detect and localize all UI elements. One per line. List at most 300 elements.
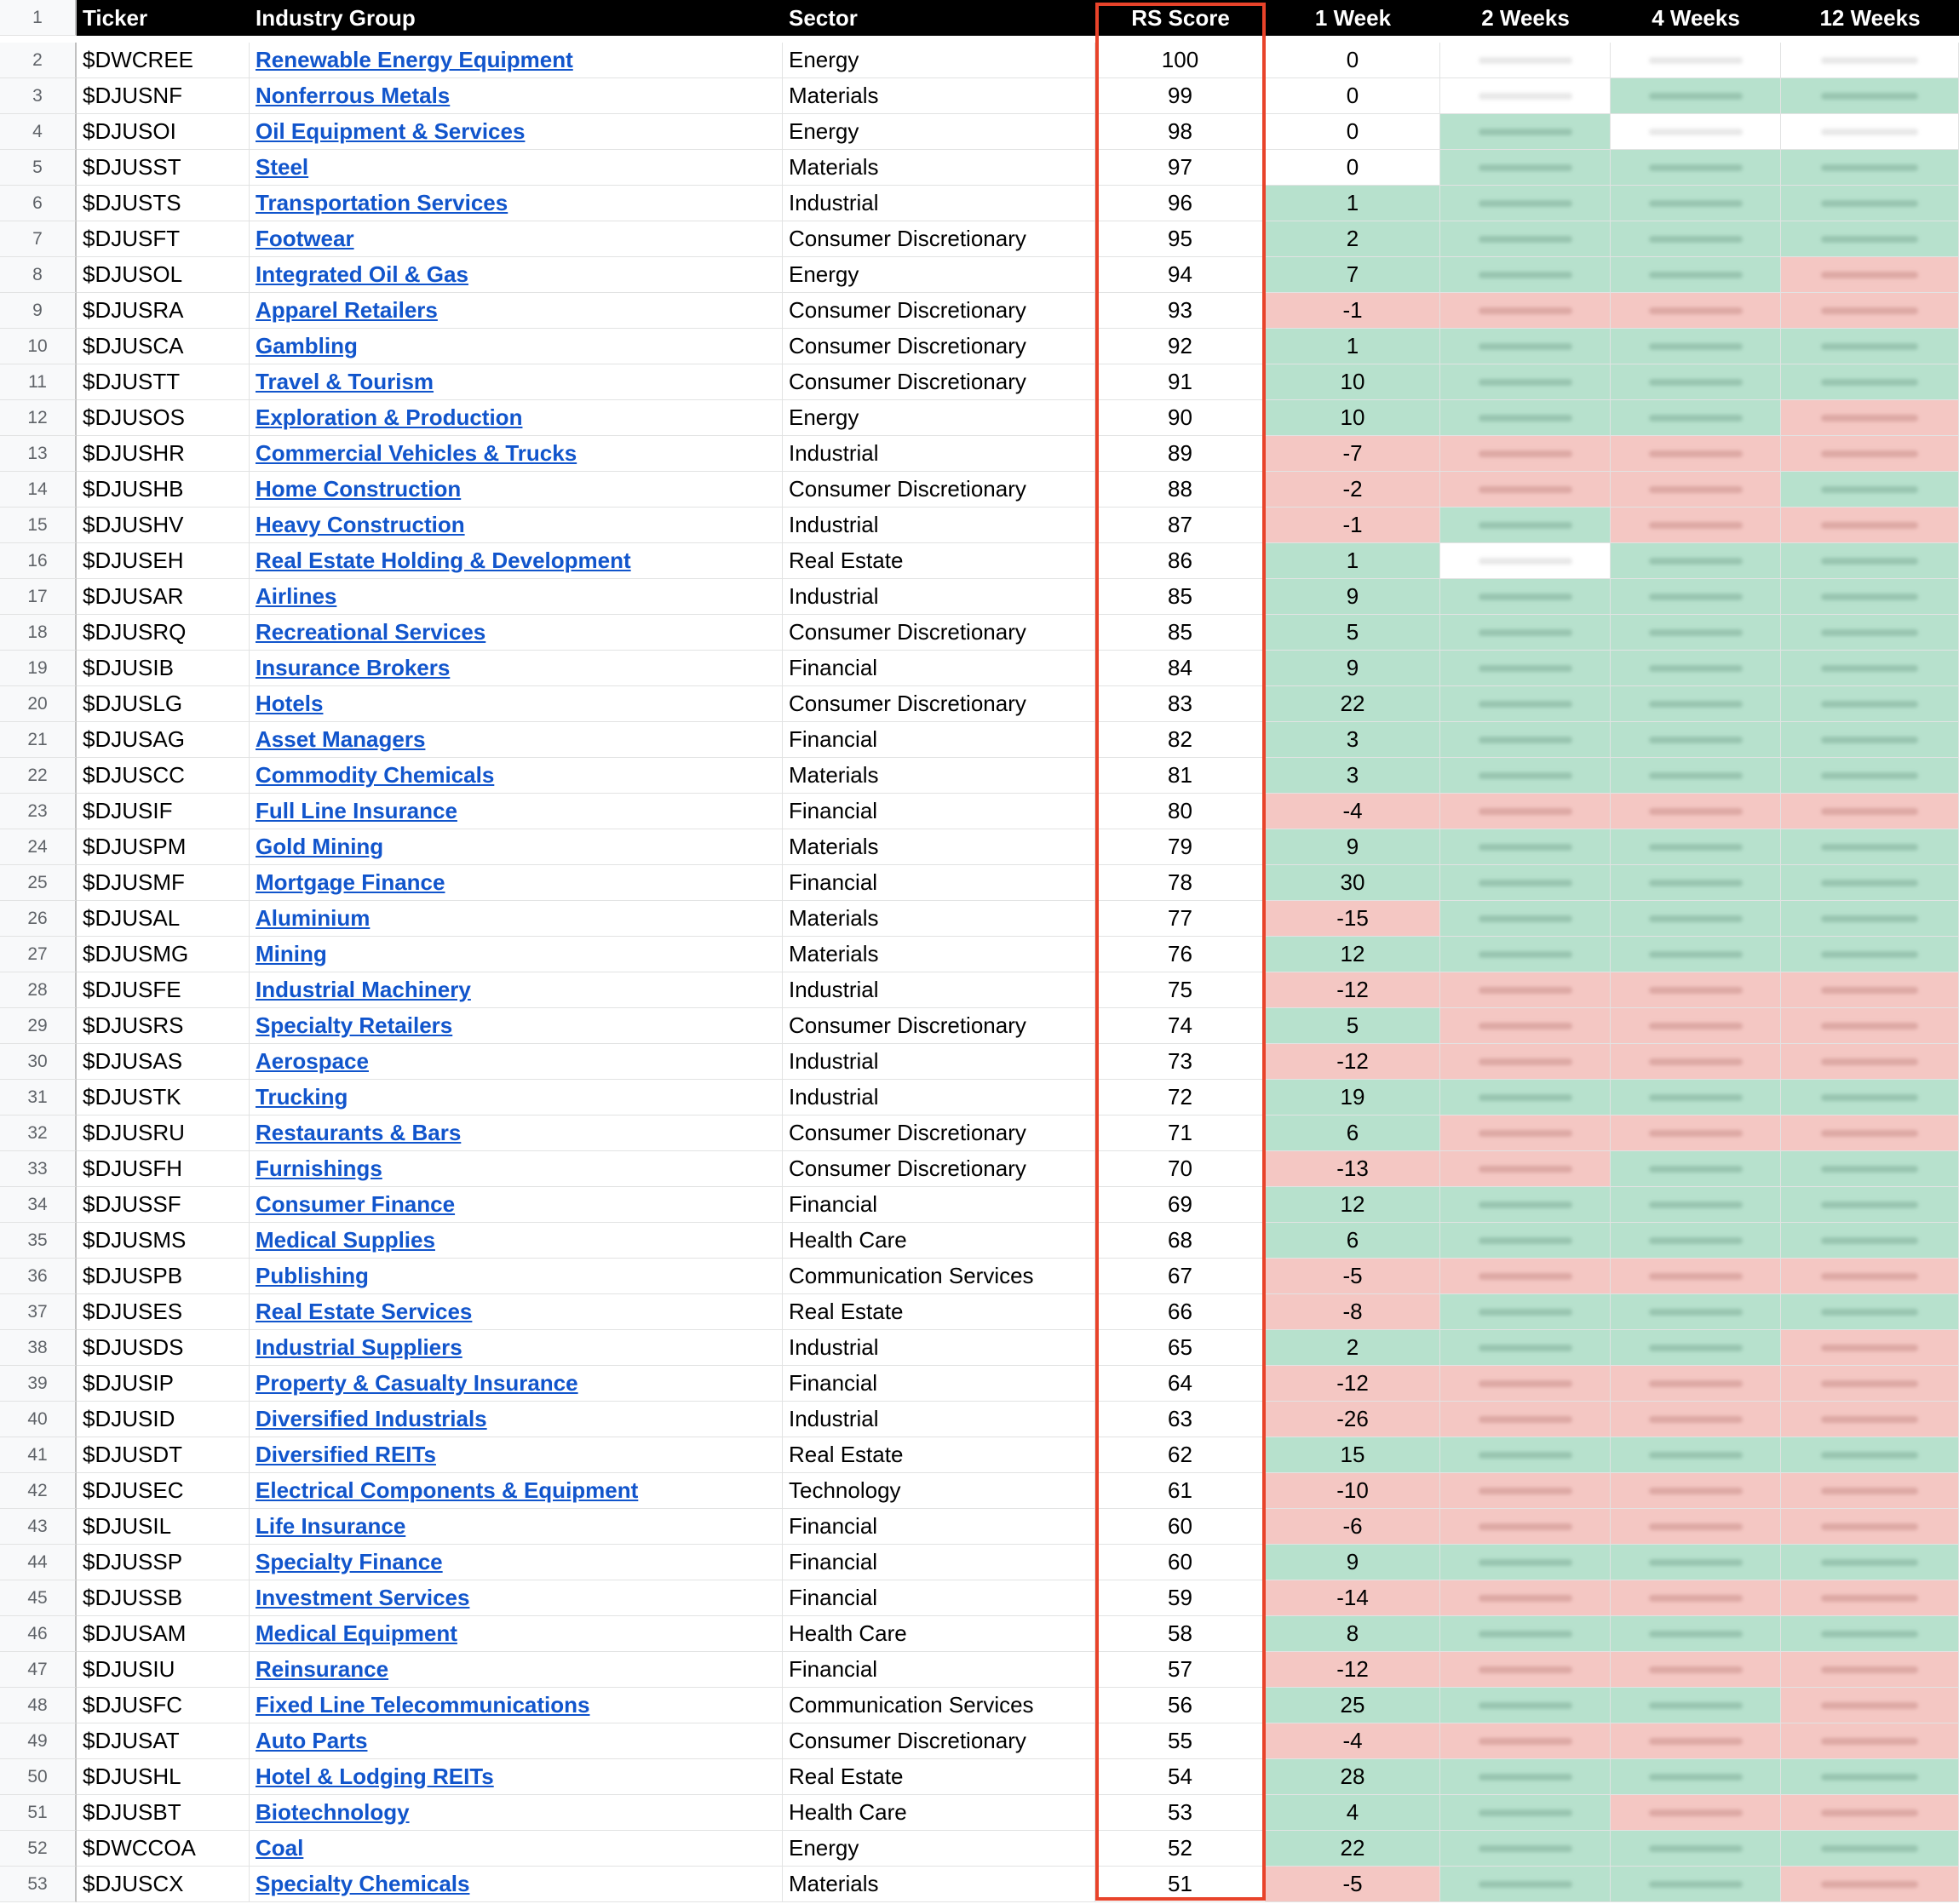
industry-group-link[interactable]: Publishing (256, 1263, 369, 1288)
ticker-cell[interactable]: $DJUSAG (77, 722, 250, 758)
column-header-rs-score[interactable]: RS Score (1095, 0, 1266, 36)
week-2-cell[interactable] (1440, 794, 1611, 829)
week-4-cell[interactable] (1611, 615, 1781, 651)
week-4-cell[interactable] (1611, 937, 1781, 972)
row-number[interactable]: 49 (0, 1723, 77, 1759)
sector-cell[interactable]: Industrial (783, 1330, 1095, 1366)
industry-group-link[interactable]: Investment Services (256, 1585, 470, 1610)
rs-score-cell[interactable]: 97 (1095, 150, 1266, 186)
row-number[interactable]: 31 (0, 1080, 77, 1115)
sector-cell[interactable]: Real Estate (783, 543, 1095, 579)
week-4-cell[interactable] (1611, 1688, 1781, 1723)
column-header-sector[interactable]: Sector (783, 0, 1095, 36)
ticker-cell[interactable]: $DJUSRS (77, 1008, 250, 1044)
week-12-cell[interactable] (1781, 937, 1959, 972)
ticker-cell[interactable]: $DJUSFC (77, 1688, 250, 1723)
week-1-cell[interactable]: -2 (1266, 472, 1440, 508)
week-1-cell[interactable]: 0 (1266, 114, 1440, 150)
week-12-cell[interactable] (1781, 1151, 1959, 1187)
week-2-cell[interactable] (1440, 1616, 1611, 1652)
week-12-cell[interactable] (1781, 686, 1959, 722)
week-4-cell[interactable] (1611, 865, 1781, 901)
industry-group-cell[interactable] (250, 794, 783, 829)
week-4-cell[interactable] (1611, 579, 1781, 615)
industry-group-link[interactable]: Fixed Line Telecommunications (256, 1692, 590, 1718)
industry-group-cell[interactable] (250, 1366, 783, 1402)
industry-group-link[interactable]: Medical Supplies (256, 1227, 435, 1253)
week-1-cell[interactable]: 3 (1266, 758, 1440, 794)
rs-score-cell[interactable]: 92 (1095, 329, 1266, 364)
industry-group-cell[interactable] (250, 829, 783, 865)
week-12-cell[interactable] (1781, 1545, 1959, 1580)
week-4-cell[interactable] (1611, 78, 1781, 114)
industry-group-cell[interactable] (250, 1259, 783, 1294)
week-4-cell[interactable] (1611, 1080, 1781, 1115)
industry-group-link[interactable]: Heavy Construction (256, 512, 465, 537)
ticker-cell[interactable]: $DJUSDT (77, 1437, 250, 1473)
industry-group-cell[interactable] (250, 78, 783, 114)
week-2-cell[interactable] (1440, 293, 1611, 329)
rs-score-cell[interactable]: 93 (1095, 293, 1266, 329)
industry-group-cell[interactable] (250, 1437, 783, 1473)
week-4-cell[interactable] (1611, 1187, 1781, 1223)
ticker-cell[interactable]: $DJUSOI (77, 114, 250, 150)
week-4-cell[interactable] (1611, 794, 1781, 829)
week-1-cell[interactable]: -5 (1266, 1259, 1440, 1294)
week-4-cell[interactable] (1611, 221, 1781, 257)
industry-group-link[interactable]: Transportation Services (256, 190, 508, 215)
row-number[interactable]: 40 (0, 1402, 77, 1437)
week-2-cell[interactable] (1440, 901, 1611, 937)
industry-group-link[interactable]: Gold Mining (256, 834, 384, 859)
week-12-cell[interactable] (1781, 1330, 1959, 1366)
rs-score-cell[interactable]: 70 (1095, 1151, 1266, 1187)
sector-cell[interactable]: Materials (783, 150, 1095, 186)
week-2-cell[interactable] (1440, 1044, 1611, 1080)
industry-group-link[interactable]: Mining (256, 941, 327, 966)
rs-score-cell[interactable]: 62 (1095, 1437, 1266, 1473)
industry-group-link[interactable]: Medical Equipment (256, 1620, 457, 1646)
industry-group-link[interactable]: Exploration & Production (256, 404, 523, 430)
ticker-cell[interactable]: $DJUSOS (77, 400, 250, 436)
row-number[interactable]: 7 (0, 221, 77, 257)
sector-cell[interactable]: Communication Services (783, 1259, 1095, 1294)
week-2-cell[interactable] (1440, 1831, 1611, 1867)
rs-score-cell[interactable]: 64 (1095, 1366, 1266, 1402)
rs-score-cell[interactable]: 85 (1095, 579, 1266, 615)
industry-group-cell[interactable] (250, 1008, 783, 1044)
week-4-cell[interactable] (1611, 329, 1781, 364)
ticker-cell[interactable]: $DJUSAR (77, 579, 250, 615)
industry-group-cell[interactable] (250, 579, 783, 615)
industry-group-link[interactable]: Electrical Components & Equipment (256, 1477, 639, 1503)
week-12-cell[interactable] (1781, 1795, 1959, 1831)
week-12-cell[interactable] (1781, 1294, 1959, 1330)
ticker-cell[interactable]: $DWCREE (77, 43, 250, 78)
rs-score-cell[interactable]: 72 (1095, 1080, 1266, 1115)
sector-cell[interactable]: Consumer Discretionary (783, 1115, 1095, 1151)
row-number[interactable]: 28 (0, 972, 77, 1008)
week-12-cell[interactable] (1781, 508, 1959, 543)
week-4-cell[interactable] (1611, 758, 1781, 794)
ticker-cell[interactable]: $DJUSMF (77, 865, 250, 901)
week-1-cell[interactable]: 30 (1266, 865, 1440, 901)
week-4-cell[interactable] (1611, 1545, 1781, 1580)
industry-group-link[interactable]: Biotechnology (256, 1799, 410, 1825)
industry-group-cell[interactable] (250, 937, 783, 972)
ticker-cell[interactable]: $DJUSSF (77, 1187, 250, 1223)
row-number[interactable]: 2 (0, 43, 77, 78)
week-2-cell[interactable] (1440, 508, 1611, 543)
week-4-cell[interactable] (1611, 1366, 1781, 1402)
week-2-cell[interactable] (1440, 1008, 1611, 1044)
week-12-cell[interactable] (1781, 186, 1959, 221)
row-number[interactable]: 24 (0, 829, 77, 865)
week-1-cell[interactable]: -10 (1266, 1473, 1440, 1509)
week-1-cell[interactable]: 3 (1266, 722, 1440, 758)
industry-group-cell[interactable] (250, 1223, 783, 1259)
industry-group-link[interactable]: Coal (256, 1835, 304, 1861)
row-number[interactable]: 47 (0, 1652, 77, 1688)
week-4-cell[interactable] (1611, 901, 1781, 937)
week-12-cell[interactable] (1781, 1402, 1959, 1437)
week-4-cell[interactable] (1611, 508, 1781, 543)
industry-group-cell[interactable] (250, 1187, 783, 1223)
sector-cell[interactable]: Real Estate (783, 1437, 1095, 1473)
week-12-cell[interactable] (1781, 400, 1959, 436)
industry-group-link[interactable]: Trucking (256, 1084, 348, 1110)
rs-score-cell[interactable]: 63 (1095, 1402, 1266, 1437)
week-12-cell[interactable] (1781, 1652, 1959, 1688)
industry-group-link[interactable]: Insurance Brokers (256, 655, 451, 680)
industry-group-link[interactable]: Full Line Insurance (256, 798, 457, 823)
sector-cell[interactable]: Consumer Discretionary (783, 1151, 1095, 1187)
sector-cell[interactable]: Materials (783, 758, 1095, 794)
industry-group-cell[interactable] (250, 221, 783, 257)
sector-cell[interactable]: Consumer Discretionary (783, 329, 1095, 364)
industry-group-cell[interactable] (250, 472, 783, 508)
sector-cell[interactable]: Communication Services (783, 1688, 1095, 1723)
row-number[interactable]: 22 (0, 758, 77, 794)
week-4-cell[interactable] (1611, 972, 1781, 1008)
row-number[interactable]: 3 (0, 78, 77, 114)
industry-group-cell[interactable] (250, 1545, 783, 1580)
week-12-cell[interactable] (1781, 436, 1959, 472)
row-number[interactable]: 18 (0, 615, 77, 651)
row-number[interactable]: 32 (0, 1115, 77, 1151)
industry-group-cell[interactable] (250, 293, 783, 329)
industry-group-cell[interactable] (250, 400, 783, 436)
industry-group-link[interactable]: Property & Casualty Insurance (256, 1370, 578, 1396)
week-12-cell[interactable] (1781, 43, 1959, 78)
rs-score-cell[interactable]: 95 (1095, 221, 1266, 257)
rs-score-cell[interactable]: 53 (1095, 1795, 1266, 1831)
ticker-cell[interactable]: $DJUSSB (77, 1580, 250, 1616)
week-2-cell[interactable] (1440, 1366, 1611, 1402)
rs-score-cell[interactable]: 66 (1095, 1294, 1266, 1330)
week-2-cell[interactable] (1440, 78, 1611, 114)
sector-cell[interactable]: Consumer Discretionary (783, 364, 1095, 400)
row-number[interactable]: 10 (0, 329, 77, 364)
week-12-cell[interactable] (1781, 114, 1959, 150)
week-12-cell[interactable] (1781, 221, 1959, 257)
sector-cell[interactable]: Materials (783, 829, 1095, 865)
row-number[interactable]: 37 (0, 1294, 77, 1330)
week-4-cell[interactable] (1611, 1294, 1781, 1330)
week-1-cell[interactable]: 12 (1266, 1187, 1440, 1223)
week-4-cell[interactable] (1611, 1151, 1781, 1187)
sector-cell[interactable]: Consumer Discretionary (783, 1008, 1095, 1044)
industry-group-link[interactable]: Furnishings (256, 1156, 382, 1181)
week-12-cell[interactable] (1781, 1688, 1959, 1723)
week-12-cell[interactable] (1781, 722, 1959, 758)
week-4-cell[interactable] (1611, 150, 1781, 186)
week-1-cell[interactable]: -12 (1266, 972, 1440, 1008)
week-4-cell[interactable] (1611, 1402, 1781, 1437)
sector-cell[interactable]: Materials (783, 901, 1095, 937)
week-4-cell[interactable] (1611, 293, 1781, 329)
row-number[interactable]: 51 (0, 1795, 77, 1831)
row-number[interactable]: 48 (0, 1688, 77, 1723)
rs-score-cell[interactable]: 59 (1095, 1580, 1266, 1616)
week-1-cell[interactable]: 1 (1266, 543, 1440, 579)
row-number[interactable]: 8 (0, 257, 77, 293)
column-header-12-weeks[interactable]: 12 Weeks (1781, 0, 1959, 36)
row-number[interactable]: 53 (0, 1867, 77, 1902)
rs-score-cell[interactable]: 77 (1095, 901, 1266, 937)
row-number[interactable]: 15 (0, 508, 77, 543)
week-1-cell[interactable]: -1 (1266, 293, 1440, 329)
week-12-cell[interactable] (1781, 364, 1959, 400)
week-4-cell[interactable] (1611, 1509, 1781, 1545)
rs-score-cell[interactable]: 85 (1095, 615, 1266, 651)
industry-group-cell[interactable] (250, 364, 783, 400)
ticker-cell[interactable]: $DJUSSP (77, 1545, 250, 1580)
row-number[interactable]: 11 (0, 364, 77, 400)
industry-group-link[interactable]: Industrial Suppliers (256, 1334, 462, 1360)
industry-group-link[interactable]: Home Construction (256, 476, 462, 502)
industry-group-link[interactable]: Auto Parts (256, 1728, 368, 1753)
ticker-cell[interactable]: $DJUSHR (77, 436, 250, 472)
rs-score-cell[interactable]: 88 (1095, 472, 1266, 508)
industry-group-cell[interactable] (250, 329, 783, 364)
week-1-cell[interactable]: 9 (1266, 829, 1440, 865)
week-1-cell[interactable]: -8 (1266, 1294, 1440, 1330)
industry-group-link[interactable]: Reinsurance (256, 1656, 389, 1682)
ticker-cell[interactable]: $DJUSHL (77, 1759, 250, 1795)
week-1-cell[interactable]: 6 (1266, 1115, 1440, 1151)
row-number[interactable]: 26 (0, 901, 77, 937)
week-1-cell[interactable]: 2 (1266, 221, 1440, 257)
industry-group-link[interactable]: Travel & Tourism (256, 369, 434, 394)
week-1-cell[interactable]: -12 (1266, 1044, 1440, 1080)
rs-score-cell[interactable]: 52 (1095, 1831, 1266, 1867)
week-12-cell[interactable] (1781, 1473, 1959, 1509)
week-1-cell[interactable]: 22 (1266, 686, 1440, 722)
ticker-cell[interactable]: $DJUSNF (77, 78, 250, 114)
week-4-cell[interactable] (1611, 186, 1781, 221)
industry-group-link[interactable]: Consumer Finance (256, 1191, 456, 1217)
industry-group-link[interactable]: Asset Managers (256, 726, 426, 752)
week-4-cell[interactable] (1611, 1831, 1781, 1867)
industry-group-cell[interactable] (250, 114, 783, 150)
week-2-cell[interactable] (1440, 1402, 1611, 1437)
rs-score-cell[interactable]: 65 (1095, 1330, 1266, 1366)
week-4-cell[interactable] (1611, 257, 1781, 293)
column-header-2-weeks[interactable]: 2 Weeks (1440, 0, 1611, 36)
ticker-cell[interactable]: $DJUSTS (77, 186, 250, 221)
industry-group-cell[interactable] (250, 758, 783, 794)
ticker-cell[interactable]: $DJUSID (77, 1402, 250, 1437)
week-2-cell[interactable] (1440, 221, 1611, 257)
industry-group-link[interactable]: Real Estate Services (256, 1299, 473, 1324)
sector-cell[interactable]: Industrial (783, 1044, 1095, 1080)
column-header-1-week[interactable]: 1 Week (1266, 0, 1440, 36)
week-2-cell[interactable] (1440, 937, 1611, 972)
rs-score-cell[interactable]: 55 (1095, 1723, 1266, 1759)
week-1-cell[interactable]: 10 (1266, 364, 1440, 400)
sector-cell[interactable]: Financial (783, 1187, 1095, 1223)
rs-score-cell[interactable]: 68 (1095, 1223, 1266, 1259)
sector-cell[interactable]: Consumer Discretionary (783, 472, 1095, 508)
week-2-cell[interactable] (1440, 43, 1611, 78)
rs-score-cell[interactable]: 82 (1095, 722, 1266, 758)
industry-group-link[interactable]: Real Estate Holding & Development (256, 548, 631, 573)
industry-group-link[interactable]: Oil Equipment & Services (256, 118, 526, 144)
week-4-cell[interactable] (1611, 1044, 1781, 1080)
sector-cell[interactable]: Consumer Discretionary (783, 221, 1095, 257)
week-2-cell[interactable] (1440, 1688, 1611, 1723)
industry-group-cell[interactable] (250, 257, 783, 293)
week-1-cell[interactable]: 0 (1266, 43, 1440, 78)
week-4-cell[interactable] (1611, 436, 1781, 472)
sector-cell[interactable]: Real Estate (783, 1294, 1095, 1330)
week-2-cell[interactable] (1440, 543, 1611, 579)
week-2-cell[interactable] (1440, 1080, 1611, 1115)
week-12-cell[interactable] (1781, 1831, 1959, 1867)
industry-group-link[interactable]: Life Insurance (256, 1513, 406, 1539)
sector-cell[interactable]: Industrial (783, 1080, 1095, 1115)
industry-group-cell[interactable] (250, 1115, 783, 1151)
rs-score-cell[interactable]: 76 (1095, 937, 1266, 972)
industry-group-cell[interactable] (250, 615, 783, 651)
week-12-cell[interactable] (1781, 794, 1959, 829)
industry-group-link[interactable]: Recreational Services (256, 619, 486, 645)
industry-group-link[interactable]: Diversified Industrials (256, 1406, 487, 1431)
week-1-cell[interactable]: 9 (1266, 1545, 1440, 1580)
industry-group-cell[interactable] (250, 1616, 783, 1652)
sector-cell[interactable]: Energy (783, 257, 1095, 293)
week-2-cell[interactable] (1440, 1115, 1611, 1151)
rs-score-cell[interactable]: 57 (1095, 1652, 1266, 1688)
ticker-cell[interactable]: $DJUSMS (77, 1223, 250, 1259)
industry-group-link[interactable]: Hotels (256, 691, 324, 716)
sector-cell[interactable]: Financial (783, 651, 1095, 686)
rs-score-cell[interactable]: 81 (1095, 758, 1266, 794)
week-4-cell[interactable] (1611, 543, 1781, 579)
week-2-cell[interactable] (1440, 1151, 1611, 1187)
sector-cell[interactable]: Energy (783, 43, 1095, 78)
week-1-cell[interactable]: -15 (1266, 901, 1440, 937)
industry-group-cell[interactable] (250, 1509, 783, 1545)
week-12-cell[interactable] (1781, 1008, 1959, 1044)
rs-score-cell[interactable]: 51 (1095, 1867, 1266, 1902)
rs-score-cell[interactable]: 94 (1095, 257, 1266, 293)
week-4-cell[interactable] (1611, 1473, 1781, 1509)
industry-group-cell[interactable] (250, 1473, 783, 1509)
week-12-cell[interactable] (1781, 1115, 1959, 1151)
sector-cell[interactable]: Financial (783, 1580, 1095, 1616)
rs-score-cell[interactable]: 89 (1095, 436, 1266, 472)
ticker-cell[interactable]: $DJUSHV (77, 508, 250, 543)
week-1-cell[interactable]: 5 (1266, 615, 1440, 651)
week-4-cell[interactable] (1611, 1616, 1781, 1652)
ticker-cell[interactable]: $DJUSTK (77, 1080, 250, 1115)
sector-cell[interactable]: Industrial (783, 508, 1095, 543)
row-number[interactable]: 42 (0, 1473, 77, 1509)
sector-cell[interactable]: Industrial (783, 186, 1095, 221)
rs-score-cell[interactable]: 91 (1095, 364, 1266, 400)
week-12-cell[interactable] (1781, 1509, 1959, 1545)
industry-group-link[interactable]: Commercial Vehicles & Trucks (256, 440, 577, 466)
week-2-cell[interactable] (1440, 1223, 1611, 1259)
week-1-cell[interactable]: -13 (1266, 1151, 1440, 1187)
week-1-cell[interactable]: -6 (1266, 1509, 1440, 1545)
week-2-cell[interactable] (1440, 472, 1611, 508)
industry-group-cell[interactable] (250, 436, 783, 472)
week-12-cell[interactable] (1781, 1044, 1959, 1080)
industry-group-cell[interactable] (250, 1151, 783, 1187)
week-12-cell[interactable] (1781, 78, 1959, 114)
week-2-cell[interactable] (1440, 686, 1611, 722)
sector-cell[interactable]: Technology (783, 1473, 1095, 1509)
week-1-cell[interactable]: 2 (1266, 1330, 1440, 1366)
industry-group-cell[interactable] (250, 972, 783, 1008)
ticker-cell[interactable]: $DJUSST (77, 150, 250, 186)
ticker-cell[interactable]: $DJUSIB (77, 651, 250, 686)
industry-group-link[interactable]: Mortgage Finance (256, 869, 445, 895)
ticker-cell[interactable]: $DJUSHB (77, 472, 250, 508)
week-1-cell[interactable]: 9 (1266, 651, 1440, 686)
industry-group-cell[interactable] (250, 1759, 783, 1795)
row-number[interactable]: 29 (0, 1008, 77, 1044)
sector-cell[interactable]: Financial (783, 1509, 1095, 1545)
row-number[interactable]: 36 (0, 1259, 77, 1294)
week-1-cell[interactable]: 1 (1266, 329, 1440, 364)
week-12-cell[interactable] (1781, 1223, 1959, 1259)
week-1-cell[interactable]: 0 (1266, 78, 1440, 114)
industry-group-cell[interactable] (250, 1652, 783, 1688)
row-number[interactable]: 16 (0, 543, 77, 579)
ticker-cell[interactable]: $DJUSEH (77, 543, 250, 579)
industry-group-cell[interactable] (250, 1294, 783, 1330)
week-2-cell[interactable] (1440, 1867, 1611, 1902)
industry-group-cell[interactable] (250, 1330, 783, 1366)
week-12-cell[interactable] (1781, 1723, 1959, 1759)
ticker-cell[interactable]: $DJUSOL (77, 257, 250, 293)
rs-score-cell[interactable]: 69 (1095, 1187, 1266, 1223)
sector-cell[interactable]: Consumer Discretionary (783, 615, 1095, 651)
industry-group-cell[interactable] (250, 901, 783, 937)
week-4-cell[interactable] (1611, 1115, 1781, 1151)
week-12-cell[interactable] (1781, 1080, 1959, 1115)
row-number[interactable]: 50 (0, 1759, 77, 1795)
week-2-cell[interactable] (1440, 1509, 1611, 1545)
sector-cell[interactable]: Health Care (783, 1223, 1095, 1259)
week-2-cell[interactable] (1440, 615, 1611, 651)
row-number[interactable]: 19 (0, 651, 77, 686)
rs-score-cell[interactable]: 87 (1095, 508, 1266, 543)
